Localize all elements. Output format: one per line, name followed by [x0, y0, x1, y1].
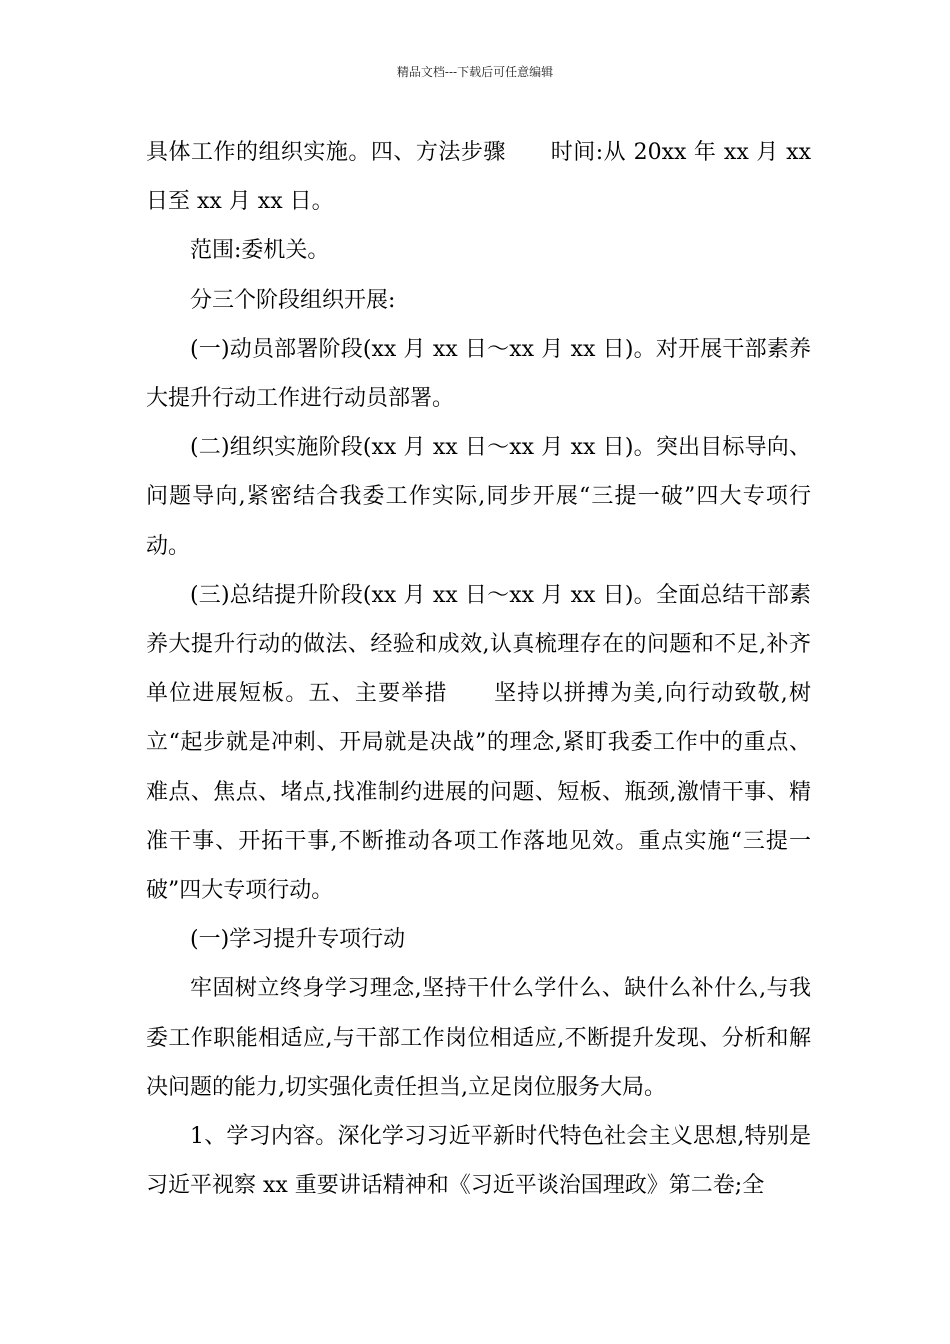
paragraph-9: 1、学习内容。深化学习习近平新时代特色社会主义思想,特别是习近平视察 xx 重要讲话精神和《习近平谈治国理政》第二卷;全 — [146, 1124, 811, 1199]
paragraph-5: (二)组织实施阶段(xx 月 xx 日～xx 月 xx 日)。突出目标导向、问题导向,紧密结合我委工作实际,同步开展“三提一破”四大专项行动。 — [146, 435, 811, 559]
page-header: 精品文档---下载后可任意编辑 — [396, 65, 554, 79]
paragraph-2: 范围:委机关。 — [190, 238, 330, 264]
paragraph-6: (三)总结提升阶段(xx 月 xx 日～xx 月 xx 日)。全面总结干部素养大提升行动的做法、经验和成效,认真梳理存在的问题和不足,补齐单位进展短板。五、主要举措 坚持以拼搏为美,向行动致敬,树立“起步就是冲刺、开局就是决战”的理念,紧盯我委工作中的重点、难点、焦点、堵点,找准制约进展的问题、短板、瓶颈,激情干事、精准干事、开拓干事,不断推动各项工作落地见效。重点实施“三提一破”四大专项行动。 — [146, 582, 811, 904]
paragraph-8: 牢固树立终身学习理念,坚持干什么学什么、缺什么补什么,与我委工作职能相适应,与干部工作岗位相适应,不断提升发现、分析和解决问题的能力,切实强化责任担当,立足岗位服务大局。 — [146, 976, 811, 1100]
document-body — [146, 128, 818, 1210]
paragraph-7: (一)学习提升专项行动 — [190, 927, 406, 953]
paragraph-4: (一)动员部署阶段(xx 月 xx 日～xx 月 xx 日)。对开展干部素养大提升行动工作进行动员部署。 — [146, 336, 811, 412]
paragraph-1: 具体工作的组织实施。四、方法步骤 时间:从 20xx 年 xx 月 xx 日至 xx 月 xx 日。 — [146, 140, 818, 215]
paragraph-3: 分三个阶段组织开展: — [190, 287, 396, 313]
